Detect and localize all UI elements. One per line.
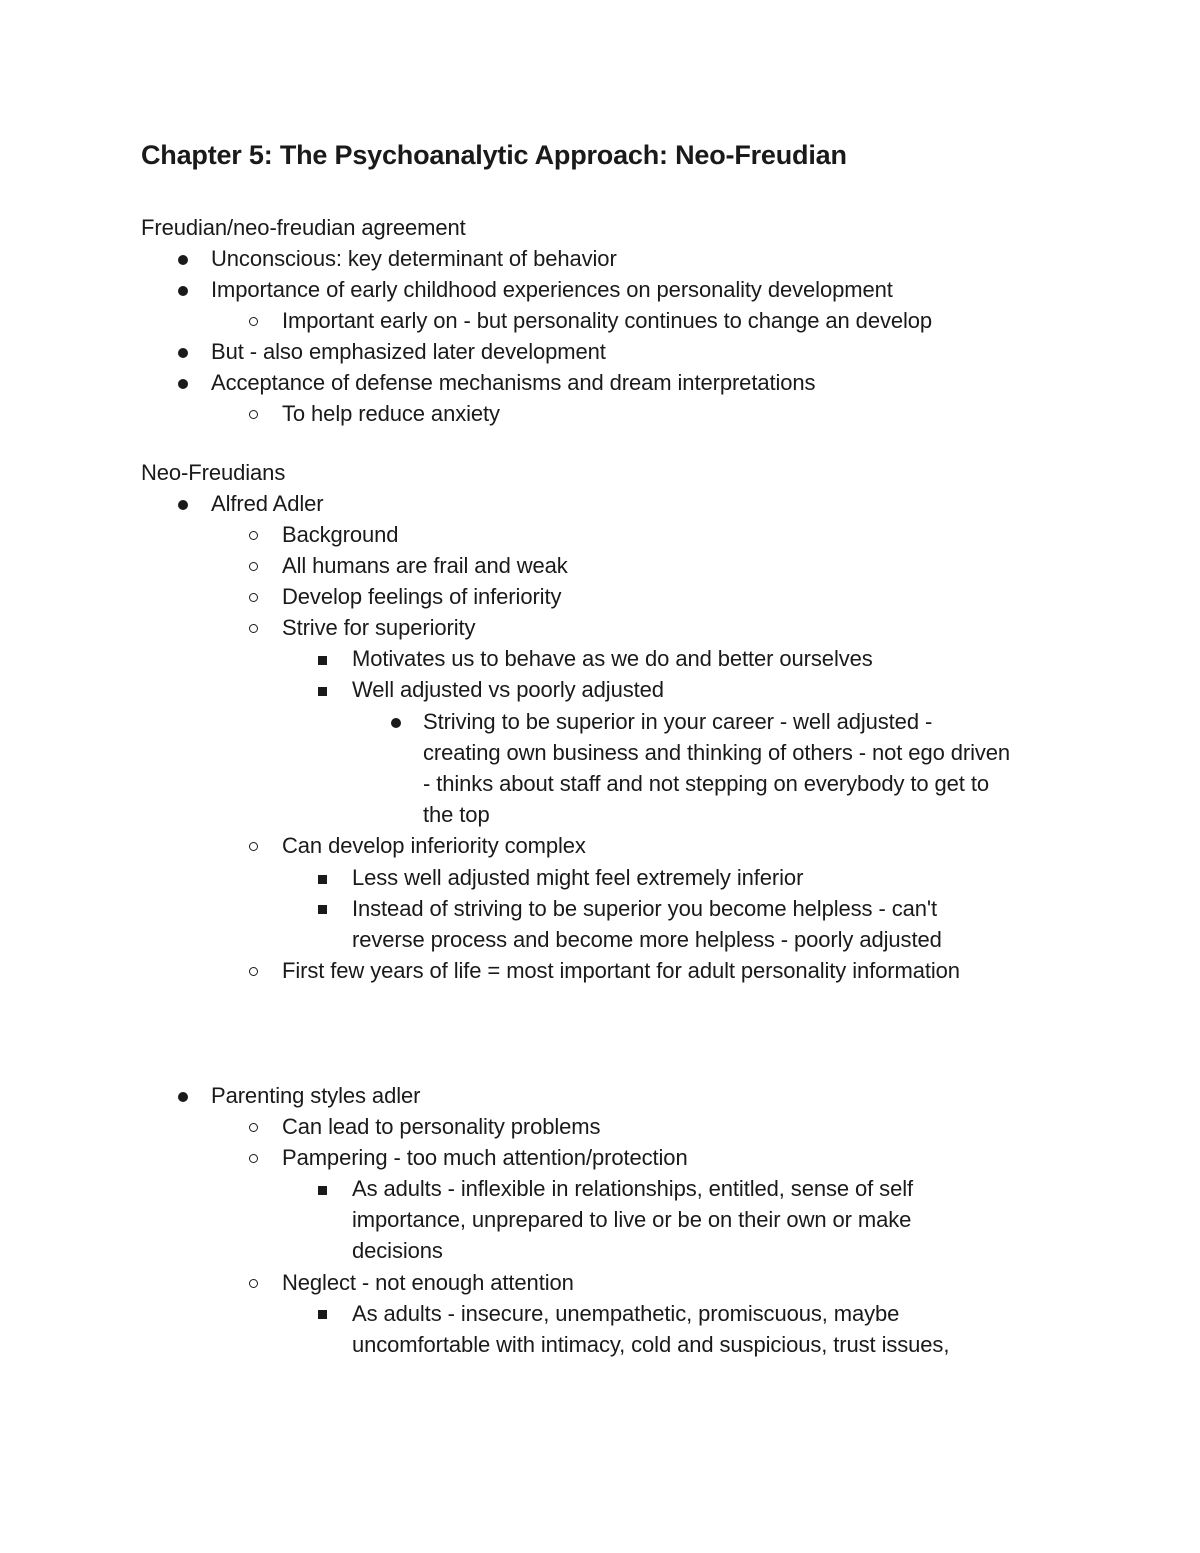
list-item: Can lead to personality problems — [282, 1114, 601, 1139]
list-item: Importance of early childhood experiences on personality development — [211, 277, 893, 302]
list-item: Strive for superiority — [282, 615, 476, 640]
circle-bullet — [249, 1279, 258, 1288]
list-item: Neglect - not enough attention — [282, 1270, 574, 1295]
list-item: Background — [282, 522, 399, 547]
circle-bullet — [249, 1123, 258, 1132]
square-bullet — [318, 656, 327, 665]
circle-bullet — [249, 562, 258, 571]
page-title: Chapter 5: The Psychoanalytic Approach: Neo-Freudian — [141, 140, 847, 170]
list-item-line: importance, unprepared to live or be on their own or make — [352, 1207, 912, 1232]
list-item: Motivates us to behave as we do and better ourselves — [352, 646, 873, 671]
square-bullet — [318, 875, 327, 884]
list-item-line: creating own business and thinking of others - not ego driven — [423, 740, 1011, 765]
list-item: But - also emphasized later development — [211, 339, 606, 364]
circle-bullet — [249, 593, 258, 602]
list-item-line: the top — [423, 802, 490, 827]
circle-bullet — [249, 842, 258, 851]
disc-bullet — [178, 500, 188, 510]
disc-bullet — [178, 379, 188, 389]
list-item: All humans are frail and weak — [282, 553, 568, 578]
circle-bullet — [249, 317, 258, 326]
section-heading-neo-freudians: Neo-Freudians — [141, 460, 286, 485]
disc-bullet — [178, 348, 188, 358]
list-item: Less well adjusted might feel extremely inferior — [352, 865, 804, 890]
list-item-line: decisions — [352, 1238, 443, 1263]
list-item: Alfred Adler — [211, 491, 324, 516]
square-bullet — [318, 687, 327, 696]
list-item: Parenting styles adler — [211, 1083, 421, 1108]
square-bullet — [318, 1310, 327, 1319]
list-item: First few years of life = most important for adult personality information — [282, 958, 960, 983]
section-heading-agreement: Freudian/neo-freudian agreement — [141, 215, 466, 240]
list-item: To help reduce anxiety — [282, 401, 500, 426]
list-item-line: uncomfortable with intimacy, cold and suspicious, trust issues, — [352, 1332, 950, 1357]
circle-bullet — [249, 531, 258, 540]
list-item-line: reverse process and become more helpless - poorly adjusted — [352, 927, 942, 952]
square-bullet — [318, 905, 327, 914]
list-item: Develop feelings of inferiority — [282, 584, 562, 609]
circle-bullet — [249, 967, 258, 976]
list-item-line: Striving to be superior in your career - well adjusted - — [423, 709, 933, 734]
disc-bullet — [178, 1092, 188, 1102]
disc-bullet — [178, 255, 188, 265]
list-item: Can develop inferiority complex — [282, 833, 586, 858]
list-item: Acceptance of defense mechanisms and dream interpretations — [211, 370, 816, 395]
square-bullet — [318, 1186, 327, 1195]
circle-bullet — [249, 410, 258, 419]
disc-bullet — [391, 718, 401, 728]
list-item-line: Instead of striving to be superior you become helpless - can't — [352, 896, 937, 921]
circle-bullet — [249, 624, 258, 633]
circle-bullet — [249, 1154, 258, 1163]
list-item-line: As adults - inflexible in relationships, entitled, sense of self — [352, 1176, 914, 1201]
list-item: Well adjusted vs poorly adjusted — [352, 677, 664, 702]
list-item: Important early on - but personality continues to change an develop — [282, 308, 933, 333]
list-item: Pampering - too much attention/protection — [282, 1145, 688, 1170]
disc-bullet — [178, 286, 188, 296]
list-item: Unconscious: key determinant of behavior — [211, 246, 617, 271]
list-item-line: As adults - insecure, unempathetic, promiscuous, maybe — [352, 1301, 900, 1326]
list-item-line: - thinks about staff and not stepping on everybody to get to — [423, 771, 989, 796]
